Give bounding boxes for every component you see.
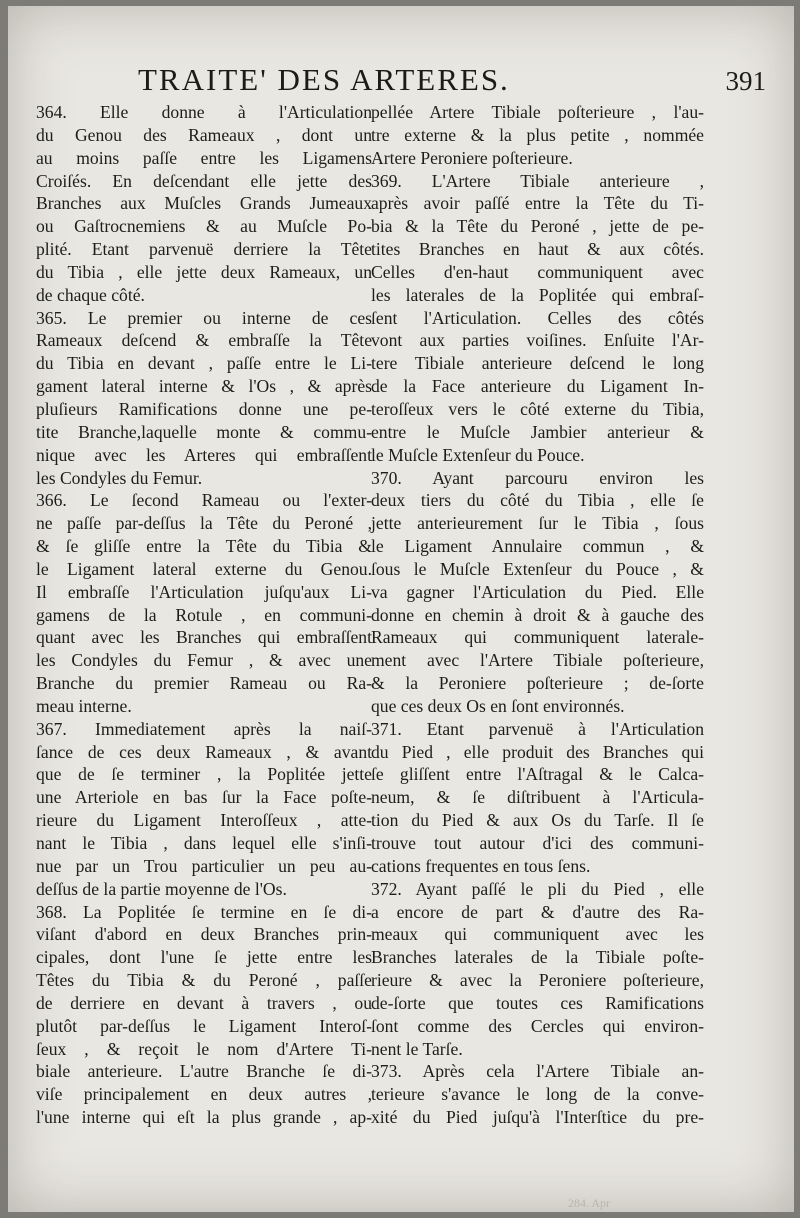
text-line: ne paſſe par-deſſus la Tête du Peroné , — [36, 513, 372, 534]
text-line: ſent l'Articulation. Celles des côtés — [371, 307, 704, 328]
text-line: que ces deux Os en ſont environnés. — [371, 695, 625, 716]
text-line: 373. Après cela l'Artere Tibiale an- — [371, 1061, 704, 1082]
text-line: nique avec les Arteres qui embraſſent — [36, 444, 372, 465]
text-line: meaux qui communiquent avec les — [371, 924, 704, 945]
text-line: 368. La Poplitée ſe termine en ſe di- — [36, 901, 372, 922]
text-line: après avoir paſſé entre la Tête du Ti- — [371, 193, 704, 214]
text-line: entre le Muſcle Jambier anterieur & — [371, 421, 704, 442]
text-line: & ſe gliſſe entre la Tête du Tibia & — [36, 536, 372, 557]
text-line: plité. Etant parvenuë derriere la Tête — [36, 239, 372, 260]
text-line: de derriere en devant à travers , ou — [36, 992, 372, 1013]
text-line: bia & la Tête du Peroné , jette de pe- — [371, 216, 704, 237]
text-line: ou Gaſtrocnemiens & au Muſcle Po- — [36, 216, 372, 237]
text-line: le Ligament Annulaire commun , & — [371, 536, 704, 557]
text-line: le Ligament lateral externe du Genou. — [36, 558, 372, 579]
text-line: a encore de part & d'autre des Ra- — [371, 901, 704, 922]
text-line: ſous le Muſcle Extenſeur du Pouce , & — [371, 558, 704, 579]
left-text-column — [36, 101, 372, 1129]
text-line: nent le Tarſe. — [371, 1038, 463, 1059]
text-line: Branches laterales de la Tibiale poſte- — [371, 947, 704, 968]
text-line: rieure & avec la Peroniere poſterieure, — [371, 970, 704, 991]
running-title: TRAITE' DES ARTERES. — [138, 62, 510, 97]
text-line: du Pied , elle produit des Branches qui — [371, 741, 704, 762]
text-line: terieure s'avance le long de la conve- — [371, 1084, 704, 1105]
text-line: tite Branche,laquelle monte & commu- — [36, 421, 372, 442]
text-line: deſſus de la partie moyenne de l'Os. — [36, 878, 287, 899]
text-line: deux tiers du côté du Tibia , elle ſe — [371, 490, 704, 511]
text-line: du Tibia en devant , paſſe entre le Li- — [36, 353, 372, 374]
text-line: de chaque côté. — [36, 284, 145, 305]
right-text-column — [371, 101, 704, 1129]
text-line: l'une interne qui eſt la plus grande , ap- — [36, 1107, 372, 1128]
text-line: Branches aux Muſcles Grands Jumeaux — [36, 193, 372, 214]
text-line: 366. Le ſecond Rameau ou l'exter- — [36, 490, 372, 511]
text-line: tion du Pied & aux Os du Tarſe. Il ſe — [371, 810, 704, 831]
text-line: nant le Tibia , dans lequel elle s'inſi- — [36, 833, 372, 853]
text-line: du Genou des Rameaux , dont un — [36, 124, 372, 145]
text-line: 367. Immediatement après la naiſ- — [36, 718, 372, 739]
text-line: vont aux parties voiſines. Enſuite l'Ar- — [371, 330, 704, 351]
text-line: les Condyles du Femur. — [36, 467, 203, 488]
text-line: ſance de ces deux Rameaux , & avant — [36, 741, 372, 762]
book-page — [8, 6, 794, 1212]
text-line: les laterales de la Poplitée qui embraſ- — [371, 284, 704, 305]
text-line: 370. Ayant parcouru environ les — [371, 467, 704, 488]
text-line: xité du Pied juſqu'à l'Interſtice du pre- — [371, 1107, 704, 1128]
text-line: plutôt par-deſſus le Ligament Interoſ- — [36, 1015, 372, 1036]
text-line: Têtes du Tibia & du Peroné , paſſe — [36, 970, 372, 991]
text-line: 365. Le premier ou interne de ces — [36, 307, 372, 328]
text-line: Croiſés. En deſcendant elle jette des — [36, 170, 372, 191]
text-line: ment avec l'Artere Tibiale poſterieure, — [371, 650, 704, 671]
text-line: 364. Elle donne à l'Articulation — [36, 102, 372, 122]
text-line: gament lateral interne & l'Os , & après — [36, 376, 372, 397]
text-line: tites Branches en haut & aux côtés. — [371, 239, 704, 260]
text-line: Artere Peroniere poſterieure. — [371, 147, 573, 168]
page-number: 391 — [725, 66, 766, 96]
text-line: viſe principalement en deux autres , — [36, 1084, 372, 1105]
text-line: viſant d'abord en deux Branches prin- — [36, 924, 372, 945]
text-line: Celles d'en-haut communiquent avec — [371, 261, 704, 282]
text-line: de-ſorte que toutes ces Ramifications — [371, 992, 704, 1013]
text-line: Rameaux qui communiquent laterale- — [371, 627, 704, 648]
text-line: pellée Artere Tibiale poſterieure , l'au- — [371, 102, 704, 122]
text-line: au moins paſſe entre les Ligamens — [36, 147, 372, 168]
text-line: ſe gliſſent entre l'Aſtragal & le Calca- — [371, 764, 704, 785]
text-line: tre externe & la plus petite , nommée — [371, 124, 704, 145]
text-line: jette anterieurement ſur le Tibia , ſous — [371, 513, 704, 534]
text-line: cations frequentes en tous ſens. — [371, 855, 591, 876]
text-line: 371. Etant parvenuë à l'Articulation — [371, 718, 704, 739]
text-line: teroſſeux vers le côté externe du Tibia, — [371, 398, 704, 419]
text-line: neum, & ſe diſtribuent à l'Articula- — [371, 787, 704, 808]
text-line: quant avec les Branches qui embraſſent — [36, 627, 372, 648]
text-line: tere Tibiale anterieure deſcend le long — [371, 353, 704, 374]
text-line: trouve tout autour d'ici des communi- — [371, 833, 704, 853]
text-line: cipales, dont l'une ſe jette entre les — [36, 947, 372, 968]
text-line: du Tibia , elle jette deux Rameaux, un — [36, 261, 372, 282]
show-through-text: 284. Apr — [568, 1196, 610, 1210]
text-line: les Condyles du Femur , & avec une — [36, 650, 372, 671]
text-line: Il embraſſe l'Articulation juſqu'aux Li- — [36, 581, 372, 602]
text-line: rieure du Ligament Interoſſeux , atte- — [36, 810, 372, 831]
text-line: meau interne. — [36, 695, 132, 716]
text-line: que de ſe terminer , la Poplitée jette — [36, 764, 372, 785]
text-line: pluſieurs Ramifications donne une pe- — [36, 398, 372, 419]
text-line: le Muſcle Extenſeur du Pouce. — [371, 444, 585, 465]
text-line: donne en chemin à droit & à gauche des — [371, 604, 704, 625]
text-line: Rameaux deſcend & embraſſe la Tête — [36, 330, 372, 351]
text-line: ſont comme des Cercles qui environ- — [371, 1015, 704, 1036]
text-line: une Arteriole en bas ſur la Face poſte- — [36, 787, 372, 808]
text-line: Branche du premier Rameau ou Ra- — [36, 673, 372, 694]
text-line: ſeux , & reçoit le nom d'Artere Ti- — [36, 1038, 372, 1059]
text-line: va gagner l'Articulation du Pied. Elle — [371, 581, 704, 602]
text-line: de la Face anterieure du Ligament In- — [371, 376, 704, 397]
text-line: & la Peroniere poſterieure ; de-ſorte — [371, 673, 704, 694]
text-line: nue par un Trou particulier un peu au- — [36, 855, 372, 876]
text-line: biale anterieure. L'autre Branche ſe di- — [36, 1061, 372, 1082]
text-line: 372. Ayant paſſé le pli du Pied , elle — [371, 878, 704, 899]
text-line: gamens de la Rotule , en communi- — [36, 604, 372, 625]
page-header — [8, 62, 794, 102]
text-line: 369. L'Artere Tibiale anterieure , — [371, 170, 704, 191]
